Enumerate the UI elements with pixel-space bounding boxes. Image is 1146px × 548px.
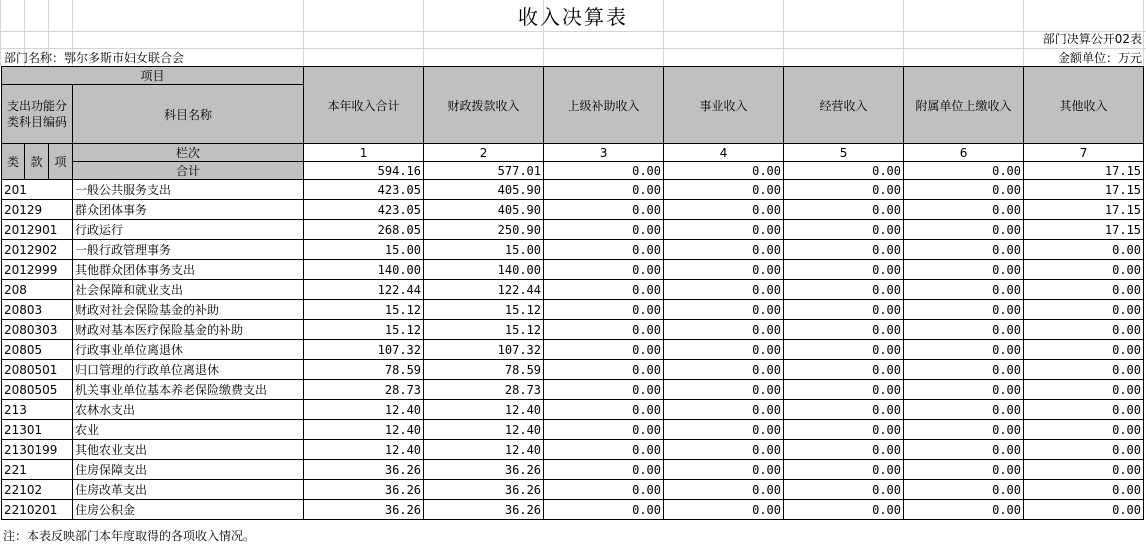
row-subject-name: 其他农业支出 (73, 440, 304, 460)
row-value: 15.12 (424, 320, 544, 340)
row-value: 0.00 (784, 320, 904, 340)
row-value: 423.05 (304, 180, 424, 200)
row-value: 107.32 (304, 340, 424, 360)
row-value: 0.00 (544, 440, 664, 460)
row-subject-name: 归口管理的行政单位离退休 (73, 360, 304, 380)
row-value: 0.00 (1024, 500, 1144, 520)
row-value: 0.00 (784, 380, 904, 400)
table-row (2, 480, 1144, 500)
row-code: 2130199 (2, 440, 73, 460)
total-row (2, 162, 1144, 180)
row-value: 36.26 (304, 480, 424, 500)
footnote: 注：本表反映部门本年度取得的各项收入情况。 (3, 529, 256, 543)
row-code: 2080505 (2, 380, 73, 400)
total-cell: 577.01 (424, 162, 544, 180)
table-row (2, 260, 1144, 280)
row-value: 0.00 (904, 200, 1024, 220)
row-code: 20803 (2, 300, 73, 320)
table-row (2, 320, 1144, 340)
table-row (2, 460, 1144, 480)
row-value: 12.40 (424, 400, 544, 420)
row-code: 201 (2, 180, 73, 200)
row-value: 405.90 (424, 200, 544, 220)
item-sub-header: 项 (49, 144, 73, 180)
row-value: 78.59 (304, 360, 424, 380)
row-value: 15.12 (424, 300, 544, 320)
row-value: 0.00 (784, 240, 904, 260)
row-value: 36.26 (304, 460, 424, 480)
row-code: 2012902 (2, 240, 73, 260)
row-value: 0.00 (664, 260, 784, 280)
row-value: 36.26 (424, 500, 544, 520)
row-value: 250.90 (424, 220, 544, 240)
row-value: 0.00 (904, 460, 1024, 480)
row-value: 0.00 (784, 440, 904, 460)
row-value: 268.05 (304, 220, 424, 240)
row-value: 36.26 (424, 460, 544, 480)
row-value: 0.00 (1024, 440, 1144, 460)
form-number: 部门决算公开02表 (1042, 32, 1142, 46)
row-value: 17.15 (1024, 200, 1144, 220)
row-value: 0.00 (664, 440, 784, 460)
col-header-business: 事业收入 (664, 67, 784, 144)
func-code-header: 支出功能分类科目编码 (2, 85, 73, 144)
row-value: 405.90 (424, 180, 544, 200)
row-value: 12.40 (424, 440, 544, 460)
row-value: 0.00 (904, 180, 1024, 200)
row-value: 0.00 (904, 240, 1024, 260)
row-value: 0.00 (664, 280, 784, 300)
table-row (2, 300, 1144, 320)
row-value: 0.00 (784, 180, 904, 200)
row-code: 213 (2, 400, 73, 420)
row-value: 0.00 (544, 380, 664, 400)
row-value: 0.00 (664, 480, 784, 500)
row-value: 12.40 (304, 420, 424, 440)
row-code: 2210201 (2, 500, 73, 520)
row-value: 0.00 (904, 220, 1024, 240)
col-header-affiliated: 附属单位上缴收入 (904, 67, 1024, 144)
row-subject-name: 一般公共服务支出 (73, 180, 304, 200)
row-value: 0.00 (904, 500, 1024, 520)
row-subject-name: 财政对社会保险基金的补助 (73, 300, 304, 320)
row-value: 122.44 (304, 280, 424, 300)
row-value: 0.00 (1024, 360, 1144, 380)
row-value: 0.00 (1024, 400, 1144, 420)
row-value: 0.00 (664, 320, 784, 340)
row-value: 0.00 (1024, 260, 1144, 280)
row-value: 0.00 (784, 200, 904, 220)
row-subject-name: 住房保障支出 (73, 460, 304, 480)
total-cell: 594.16 (304, 162, 424, 180)
section-header: 款 (25, 144, 49, 180)
row-value: 0.00 (904, 480, 1024, 500)
row-value: 0.00 (1024, 240, 1144, 260)
total-label: 合计 (73, 162, 304, 180)
table-row (2, 400, 1144, 420)
row-value: 12.40 (424, 420, 544, 440)
row-value: 0.00 (904, 400, 1024, 420)
row-value: 0.00 (544, 500, 664, 520)
row-value: 0.00 (1024, 420, 1144, 440)
row-value: 0.00 (784, 400, 904, 420)
row-code: 20805 (2, 340, 73, 360)
total-cell: 0.00 (904, 162, 1024, 180)
row-value: 0.00 (1024, 300, 1144, 320)
row-value: 17.15 (1024, 220, 1144, 240)
row-value: 140.00 (424, 260, 544, 280)
row-value: 0.00 (904, 380, 1024, 400)
seq-2: 2 (424, 144, 544, 162)
row-value: 12.40 (304, 440, 424, 460)
row-subject-name: 财政对基本医疗保险基金的补助 (73, 320, 304, 340)
row-value: 15.12 (304, 320, 424, 340)
row-value: 0.00 (664, 360, 784, 380)
row-value: 12.40 (304, 400, 424, 420)
header-row-3 (2, 144, 1144, 162)
row-value: 0.00 (784, 300, 904, 320)
row-value: 0.00 (544, 200, 664, 220)
row-value: 0.00 (544, 220, 664, 240)
row-subject-name: 机关事业单位基本养老保险缴费支出 (73, 380, 304, 400)
row-subject-name: 群众团体事务 (73, 200, 304, 220)
total-cell: 0.00 (784, 162, 904, 180)
row-value: 0.00 (1024, 380, 1144, 400)
col-header-other: 其他收入 (1024, 67, 1144, 144)
row-code: 2012999 (2, 260, 73, 280)
seq-1: 1 (304, 144, 424, 162)
row-value: 122.44 (424, 280, 544, 300)
row-value: 0.00 (544, 360, 664, 380)
row-subject-name: 行政运行 (73, 220, 304, 240)
row-code: 2012901 (2, 220, 73, 240)
row-value: 0.00 (784, 500, 904, 520)
cat-header: 类 (2, 144, 25, 180)
header-row-1 (2, 67, 1144, 85)
row-value: 0.00 (664, 400, 784, 420)
department-name: 部门名称：鄂尔多斯市妇女联合会 (4, 51, 185, 65)
col-header-total: 本年收入合计 (304, 67, 424, 144)
table-row (2, 380, 1144, 400)
row-value: 0.00 (904, 440, 1024, 460)
row-value: 0.00 (544, 240, 664, 260)
row-value: 36.26 (424, 480, 544, 500)
row-value: 0.00 (664, 420, 784, 440)
row-value: 0.00 (544, 180, 664, 200)
row-value: 0.00 (544, 320, 664, 340)
table-row (2, 440, 1144, 460)
row-value: 0.00 (664, 180, 784, 200)
row-value: 0.00 (1024, 460, 1144, 480)
row-code: 20129 (2, 200, 73, 220)
row-value: 0.00 (1024, 280, 1144, 300)
row-value: 0.00 (784, 480, 904, 500)
row-value: 107.32 (424, 340, 544, 360)
item-header: 项目 (2, 67, 304, 85)
row-value: 0.00 (1024, 480, 1144, 500)
row-subject-name: 住房公积金 (73, 500, 304, 520)
table-row (2, 180, 1144, 200)
row-value: 0.00 (1024, 340, 1144, 360)
row-value: 0.00 (544, 280, 664, 300)
subject-name-header: 科目名称 (73, 85, 304, 144)
row-value: 0.00 (784, 360, 904, 380)
row-code: 2080303 (2, 320, 73, 340)
row-value: 0.00 (1024, 320, 1144, 340)
col-header-fiscal: 财政拨款收入 (424, 67, 544, 144)
row-value: 0.00 (784, 280, 904, 300)
row-value: 140.00 (304, 260, 424, 280)
row-value: 0.00 (904, 300, 1024, 320)
row-value: 0.00 (544, 300, 664, 320)
table-row (2, 340, 1144, 360)
row-value: 0.00 (904, 280, 1024, 300)
row-value: 0.00 (904, 340, 1024, 360)
row-value: 0.00 (784, 460, 904, 480)
row-value: 28.73 (424, 380, 544, 400)
row-value: 0.00 (904, 320, 1024, 340)
row-code: 208 (2, 280, 73, 300)
row-value: 0.00 (664, 340, 784, 360)
total-cell: 0.00 (664, 162, 784, 180)
row-value: 0.00 (664, 300, 784, 320)
seq-7: 7 (1024, 144, 1144, 162)
seq-4: 4 (664, 144, 784, 162)
total-cell: 0.00 (544, 162, 664, 180)
row-subject-name: 社会保障和就业支出 (73, 280, 304, 300)
col-header-superior: 上级补助收入 (544, 67, 664, 144)
seq-6: 6 (904, 144, 1024, 162)
row-value: 17.15 (1024, 180, 1144, 200)
table-row (2, 500, 1144, 520)
row-value: 0.00 (904, 420, 1024, 440)
row-value: 36.26 (304, 500, 424, 520)
row-value: 0.00 (904, 260, 1024, 280)
row-value: 0.00 (664, 240, 784, 260)
row-value: 28.73 (304, 380, 424, 400)
table-row (2, 220, 1144, 240)
row-value: 78.59 (424, 360, 544, 380)
row-value: 0.00 (544, 460, 664, 480)
col-header-operating: 经营收入 (784, 67, 904, 144)
row-value: 15.00 (304, 240, 424, 260)
table-row (2, 420, 1144, 440)
row-subject-name: 行政事业单位离退休 (73, 340, 304, 360)
row-value: 0.00 (784, 260, 904, 280)
row-value: 0.00 (544, 260, 664, 280)
table-row (2, 240, 1144, 260)
seq-3: 3 (544, 144, 664, 162)
row-value: 0.00 (664, 220, 784, 240)
row-value: 0.00 (544, 340, 664, 360)
table-row (2, 280, 1144, 300)
table-row (2, 360, 1144, 380)
row-value: 0.00 (664, 380, 784, 400)
row-subject-name: 农林水支出 (73, 400, 304, 420)
row-value: 423.05 (304, 200, 424, 220)
row-value: 0.00 (784, 340, 904, 360)
row-code: 221 (2, 460, 73, 480)
row-value: 0.00 (664, 200, 784, 220)
report-title: 收入决算表 (518, 5, 628, 29)
seq-5: 5 (784, 144, 904, 162)
row-subject-name: 其他群众团体事务支出 (73, 260, 304, 280)
row-value: 0.00 (784, 420, 904, 440)
seq-label: 栏次 (73, 144, 304, 162)
row-value: 0.00 (544, 400, 664, 420)
row-subject-name: 一般行政管理事务 (73, 240, 304, 260)
total-cell: 17.15 (1024, 162, 1144, 180)
row-value: 0.00 (904, 360, 1024, 380)
row-value: 0.00 (784, 220, 904, 240)
row-code: 2080501 (2, 360, 73, 380)
row-value: 0.00 (544, 420, 664, 440)
row-value: 15.00 (424, 240, 544, 260)
row-value: 15.12 (304, 300, 424, 320)
table-row (2, 200, 1144, 220)
row-value: 0.00 (544, 480, 664, 500)
row-subject-name: 住房改革支出 (73, 480, 304, 500)
income-table (1, 66, 1144, 520)
amount-unit: 金额单位：万元 (1057, 51, 1142, 65)
row-subject-name: 农业 (73, 420, 304, 440)
row-code: 21301 (2, 420, 73, 440)
row-value: 0.00 (664, 500, 784, 520)
row-code: 22102 (2, 480, 73, 500)
row-value: 0.00 (664, 460, 784, 480)
